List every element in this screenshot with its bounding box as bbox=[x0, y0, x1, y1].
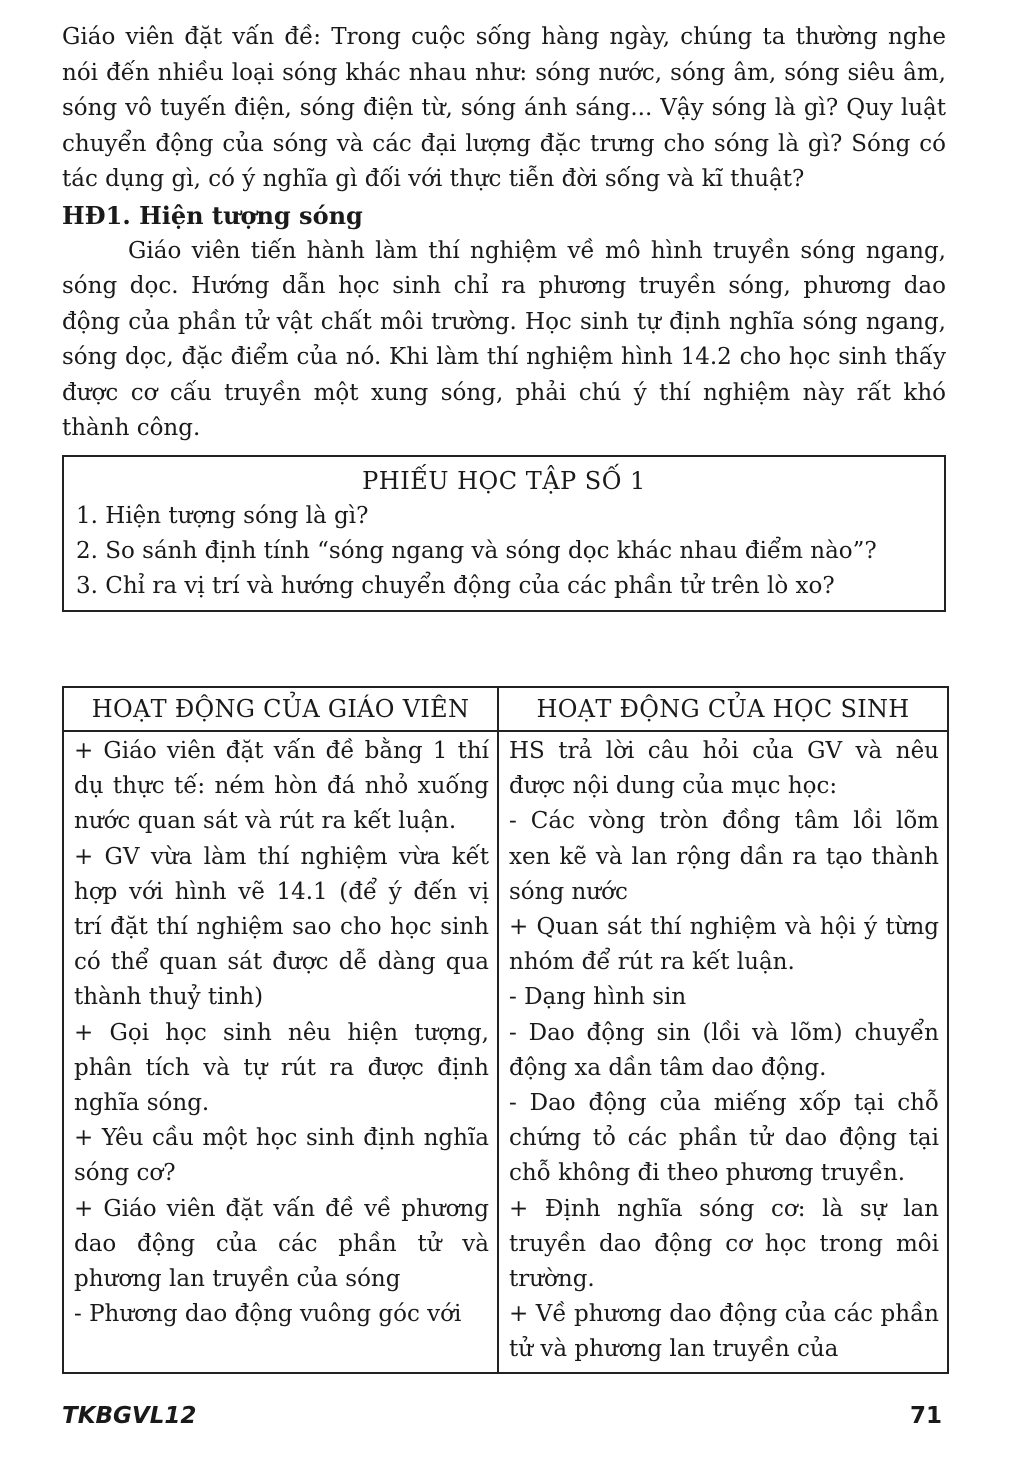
page-body bbox=[62, 20, 946, 612]
student-line: - Dao động của miếng xốp tại chỗ chứng tỏ các phần tử dao động tại chỗ không đi theo phương truyền. bbox=[509, 1090, 939, 1187]
worksheet-item-1: 1. Hiện tượng sóng là gì? bbox=[76, 502, 369, 529]
teacher-line: + Yêu cầu một học sinh định nghĩa sóng cơ? bbox=[74, 1125, 489, 1187]
intro-paragraph: Giáo viên đặt vấn đề: Trong cuộc sống hàng ngày, chúng ta thường nghe nói đến nhiều loại sóng khác nhau như: sóng nước, sóng âm, sóng siêu âm, sóng vô tuyến điện, sóng điện từ, sóng ánh sáng... Vậy sóng là gì? Quy luật chuyển động của sóng và các đại lượng đặc trưng cho sóng là gì? Sóng có tác dụng gì, có ý nghĩa gì đối với thực tiễn đời sống và kĩ thuật? bbox=[62, 24, 946, 192]
student-line: + Về phương dao động của các phần tử và phương lan truyền của bbox=[509, 1301, 939, 1363]
teacher-line: + Gọi học sinh nêu hiện tượng, phân tích và tự rút ra được định nghĩa sóng. bbox=[74, 1019, 489, 1117]
student-line: + Định nghĩa sóng cơ: là sự lan truyền dao động cơ học trong môi trường. bbox=[509, 1195, 939, 1293]
student-line: HS trả lời câu hỏi của GV và nêu được nội dung của mục học: bbox=[509, 738, 939, 800]
student-activities-cell bbox=[498, 731, 948, 1373]
teacher-line: - Phương dao động vuông góc với bbox=[74, 1301, 462, 1328]
table-row bbox=[63, 731, 948, 1373]
footer-book-code: TKBGVL12 bbox=[62, 1403, 197, 1429]
activities-table bbox=[62, 686, 949, 1374]
worksheet-title: PHIẾU HỌC TẬP SỐ 1 bbox=[362, 466, 646, 495]
section-paragraph: Giáo viên tiến hành làm thí nghiệm về mô hình truyền sóng ngang, sóng dọc. Hướng dẫn học sinh chỉ ra phương truyền sóng, phương dao động của phần tử vật chất môi trường. Học sinh tự định nghĩa sóng ngang, sóng dọc, đặc điểm của nó. Khi làm thí nghiệm hình 14.2 cho học sinh thấy được cơ cấu truyền một xung sóng, phải chú ý thí nghiệm này rất khó thành công. bbox=[62, 237, 946, 441]
section-heading: HĐ1. Hiện tượng sóng bbox=[62, 200, 363, 230]
teacher-activities-cell bbox=[63, 731, 498, 1373]
teacher-line: + Giáo viên đặt vấn đề về phương dao động của các phần tử và phương lan truyền của sóng bbox=[74, 1195, 489, 1293]
table-header-row bbox=[63, 687, 948, 731]
worksheet-item-2: 2. So sánh định tính “sóng ngang và sóng dọc khác nhau điểm nào”? bbox=[76, 537, 877, 564]
student-line: - Các vòng tròn đồng tâm lồi lõm xen kẽ và lan rộng dần ra tạo thành sóng nước bbox=[509, 808, 939, 905]
worksheet-box bbox=[62, 455, 946, 612]
teacher-line: + GV vừa làm thí nghiệm vừa kết hợp với hình vẽ 14.1 (để ý đến vị trí đặt thí nghiệm sao cho học sinh có thể quan sát được dễ dàng qua thành thuỷ tinh) bbox=[74, 843, 489, 1011]
header-student: HOẠT ĐỘNG CỦA HỌC SINH bbox=[498, 687, 948, 731]
teacher-line: + Giáo viên đặt vấn đề bằng 1 thí dụ thực tế: ném hòn đá nhỏ xuống nước quan sát và rút ra kết luận. bbox=[74, 738, 489, 835]
worksheet-item-3: 3. Chỉ ra vị trí và hướng chuyển động của các phần tử trên lò xo? bbox=[76, 572, 835, 599]
header-teacher: HOẠT ĐỘNG CỦA GIÁO VIÊN bbox=[63, 687, 498, 731]
student-line: - Dao động sin (lồi và lõm) chuyển động xa dần tâm dao động. bbox=[509, 1019, 939, 1081]
student-line: - Dạng hình sin bbox=[509, 984, 687, 1011]
footer-page-number: 71 bbox=[910, 1403, 943, 1429]
student-line: + Quan sát thí nghiệm và hội ý từng nhóm để rút ra kết luận. bbox=[509, 914, 939, 976]
